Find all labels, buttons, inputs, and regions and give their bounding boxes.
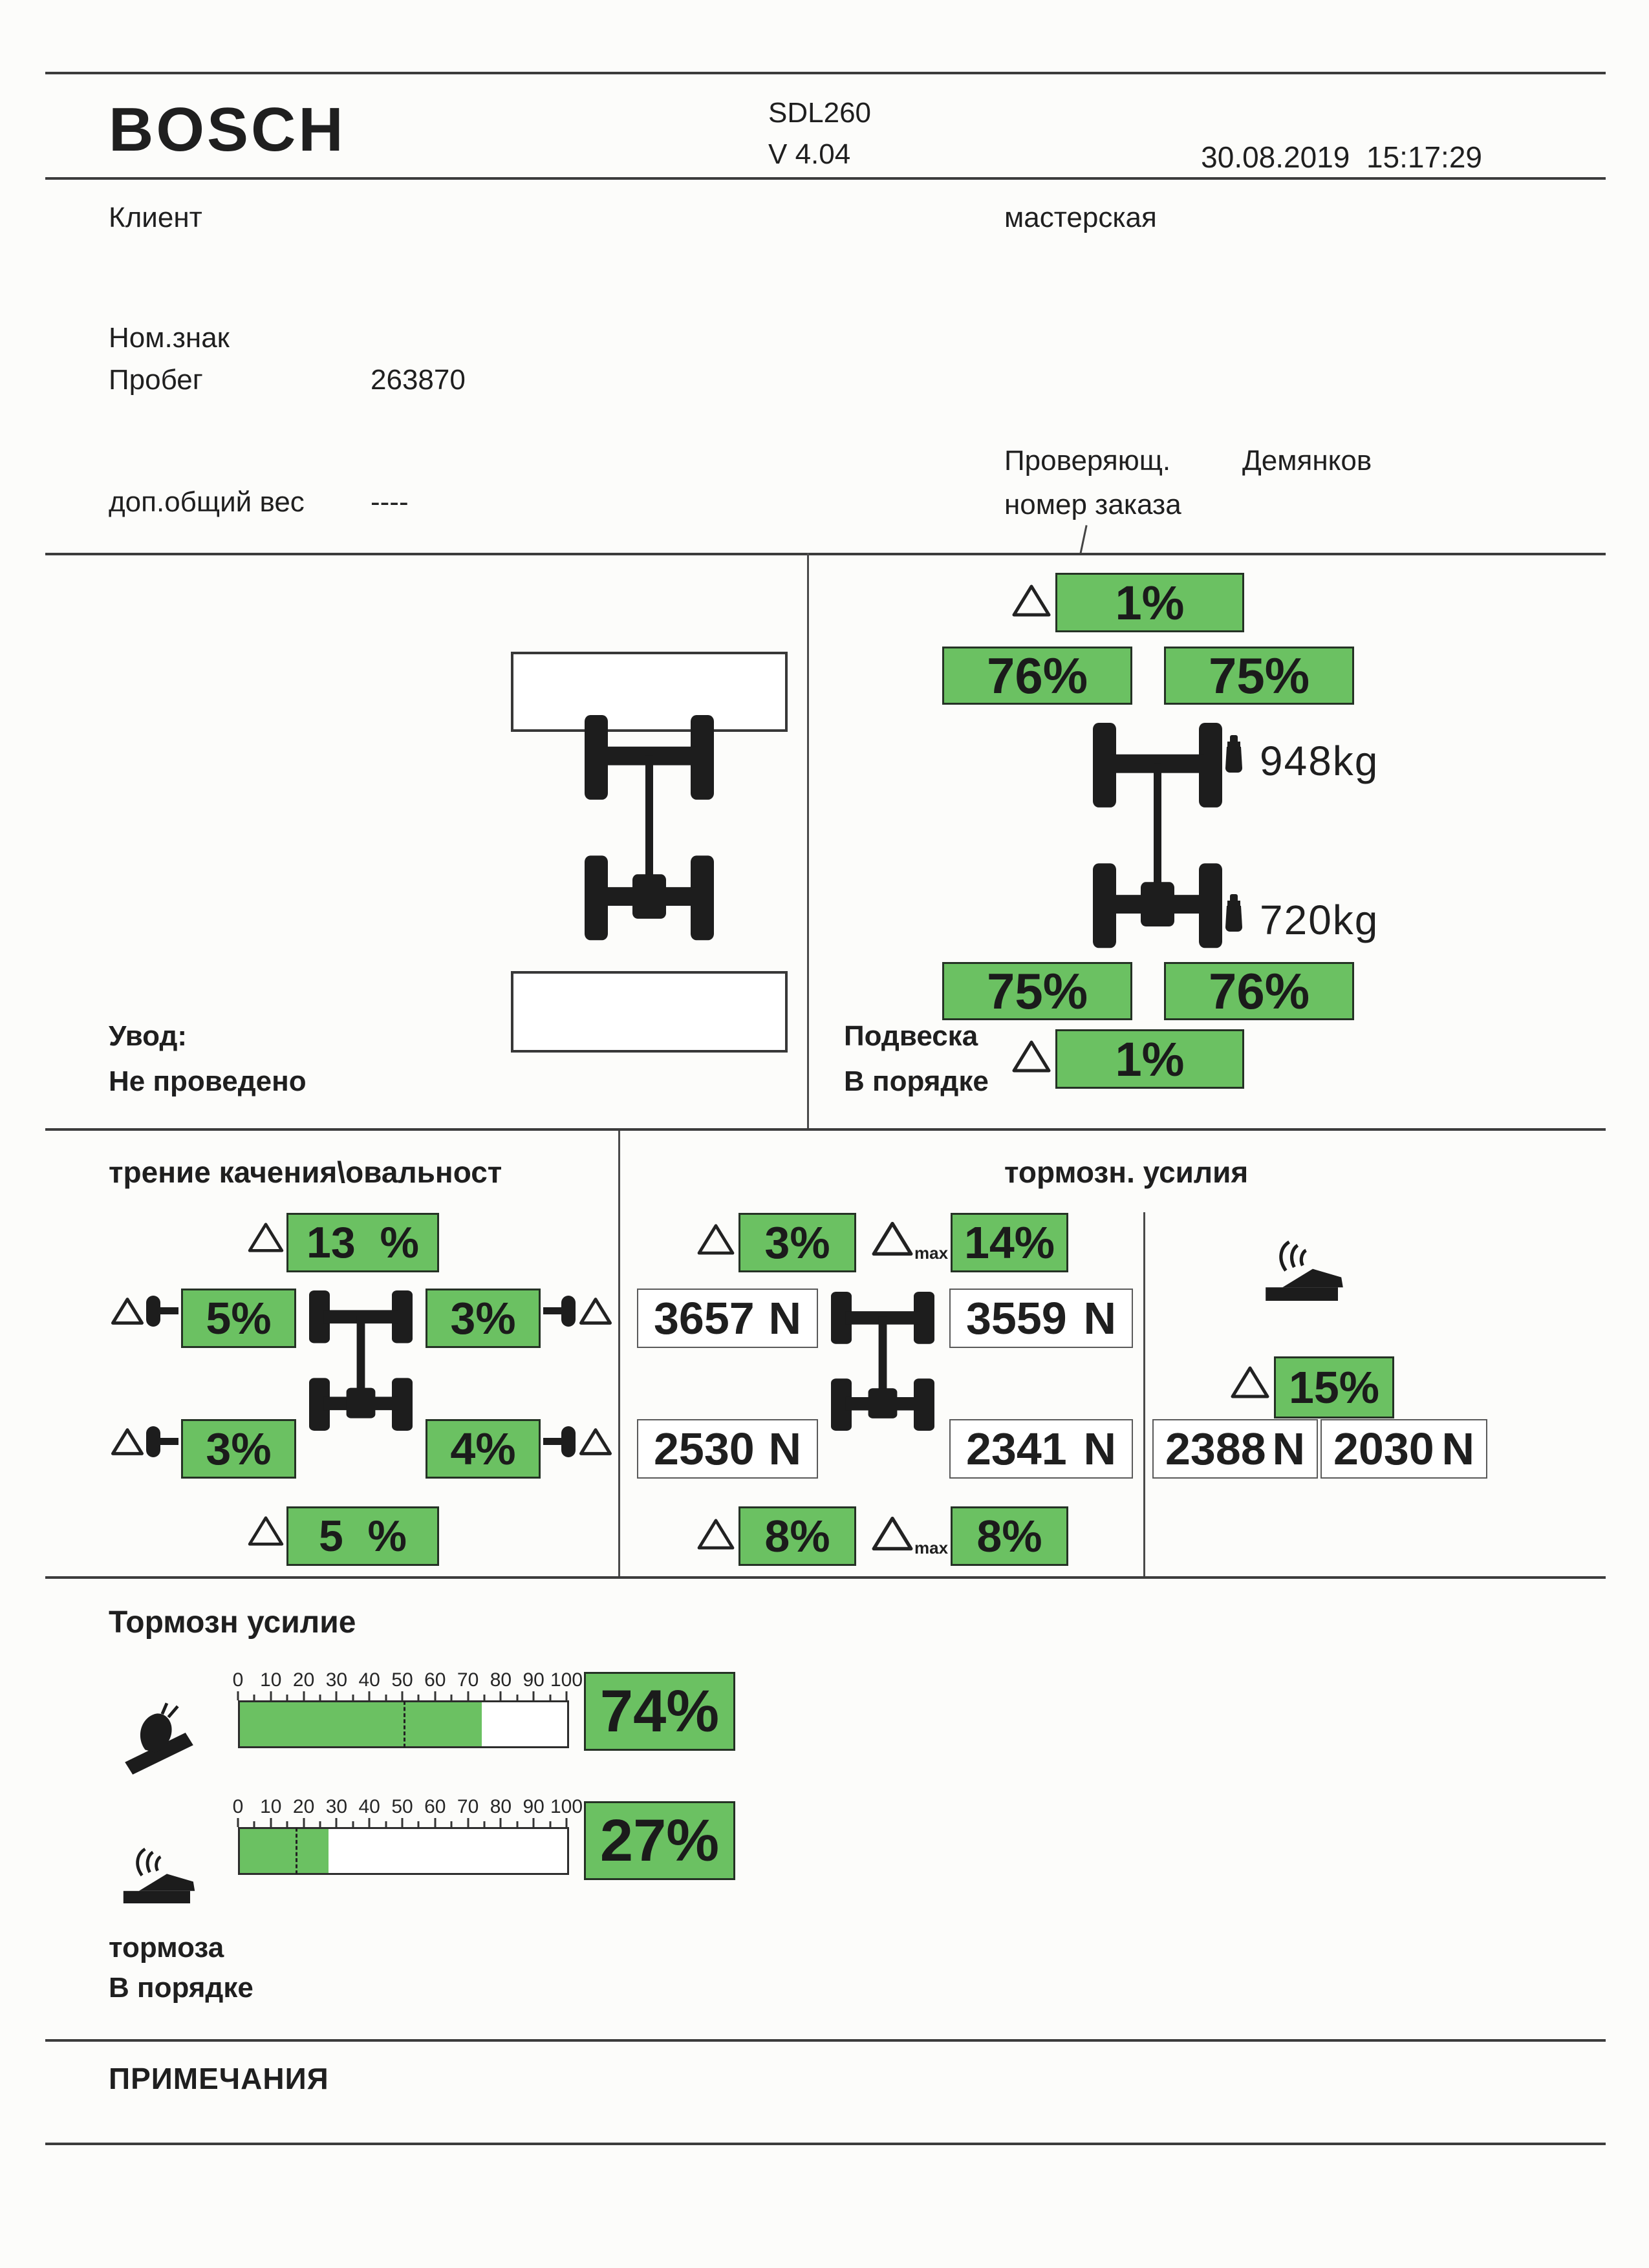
wheel-icon xyxy=(542,1293,577,1329)
brakes-label: тормоза xyxy=(109,1932,224,1963)
brake-front-imbalance: 3% xyxy=(738,1213,856,1272)
scan-mark xyxy=(1079,525,1087,554)
friction-rear-imbalance: 5 % xyxy=(286,1506,439,1566)
hand-brake-force-right xyxy=(1320,1419,1487,1479)
unit: N xyxy=(1083,1293,1116,1343)
brake-force-front-right xyxy=(949,1289,1133,1348)
suspension-rear-left: 75% xyxy=(942,962,1132,1020)
section2-bottom-rule xyxy=(45,1128,1606,1131)
weight-icon xyxy=(1224,734,1244,773)
brake-force-rear-right xyxy=(949,1419,1133,1479)
delta-icon xyxy=(1231,1365,1269,1399)
delta-max-icon xyxy=(872,1515,949,1557)
service-bar-threshold xyxy=(404,1701,405,1748)
device-model: SDL260 xyxy=(768,97,872,129)
brake-pedal-icon xyxy=(118,1702,215,1787)
hand-brake-imbalance: 15% xyxy=(1274,1356,1394,1418)
parking-bar-threshold xyxy=(296,1828,297,1874)
drift-status: Не проведено xyxy=(109,1065,307,1097)
brake-performance-title: Тормозн усилие xyxy=(109,1605,356,1640)
header-top-rule xyxy=(45,72,1606,74)
client-label: Клиент xyxy=(109,202,202,233)
friction-front-left: 5% xyxy=(181,1289,296,1348)
parking-bar-scale: 0 10 20 30 40 50 60 70 80 90 100 xyxy=(238,1796,566,1828)
wheel-icon xyxy=(145,1293,180,1329)
unit: N xyxy=(768,1424,801,1474)
brake-forces-title: тормозн. усилия xyxy=(1004,1155,1249,1189)
unit: N xyxy=(1083,1424,1116,1474)
inspector-label: Проверяющ. xyxy=(1004,445,1171,476)
brake-rear-imbalance: 8% xyxy=(738,1506,856,1566)
parking-brake-percent: 27% xyxy=(584,1801,735,1880)
workshop-value: мастерская xyxy=(1004,202,1157,233)
suspension-status: В порядке xyxy=(844,1065,989,1097)
value: 3657 xyxy=(654,1293,755,1343)
drift-rear-result-box xyxy=(511,971,788,1053)
report-datetime: 30.08.2019 15:17:29 xyxy=(1201,140,1482,174)
suspension-rear-right: 76% xyxy=(1164,962,1354,1020)
brake-force-front-left xyxy=(637,1289,818,1348)
brake-rear-imbalance-max: 8% xyxy=(951,1506,1068,1566)
parking-bar-fill xyxy=(240,1829,329,1873)
device-version: V 4.04 xyxy=(768,138,851,170)
notes-top-rule xyxy=(45,2039,1606,2042)
header-bottom-rule xyxy=(45,177,1606,180)
delta-icon xyxy=(1012,1040,1051,1073)
section3-divider-1 xyxy=(618,1131,620,1579)
suspension-front-imbalance: 1% xyxy=(1055,573,1244,632)
delta-icon xyxy=(248,1222,284,1253)
chassis-icon xyxy=(1093,723,1222,959)
inspector-value: Демянков xyxy=(1242,445,1372,476)
parking-bar xyxy=(238,1827,569,1875)
delta-icon xyxy=(697,1223,735,1256)
suspension-rear-imbalance: 1% xyxy=(1055,1029,1244,1089)
foot-pedal-icon xyxy=(1261,1225,1364,1309)
hand-brake-force-left xyxy=(1152,1419,1318,1479)
wheel-icon xyxy=(145,1424,180,1460)
drift-label: Увод: xyxy=(109,1020,188,1052)
mileage-label: Пробег xyxy=(109,364,203,396)
notes-bottom-rule xyxy=(45,2143,1606,2145)
delta-icon xyxy=(111,1297,144,1325)
unit: N xyxy=(768,1293,801,1343)
friction-rear-left: 3% xyxy=(181,1419,296,1479)
extra-weight-value: ---- xyxy=(371,486,409,518)
extra-weight-label: доп.общий вес xyxy=(109,486,305,518)
friction-front-right: 3% xyxy=(426,1289,541,1348)
delta-icon xyxy=(1012,584,1051,617)
max-label: max xyxy=(914,1243,949,1263)
suspension-label: Подвеска xyxy=(844,1020,978,1052)
delta-icon xyxy=(579,1297,612,1325)
delta-icon xyxy=(248,1515,284,1546)
delta-max-icon xyxy=(872,1221,949,1263)
friction-title: трение качения\овальност xyxy=(109,1155,502,1189)
value: 2530 xyxy=(654,1424,755,1474)
brake-front-imbalance-max: 14% xyxy=(951,1213,1068,1272)
chassis-icon xyxy=(831,1292,934,1438)
value: 2341 xyxy=(966,1424,1067,1474)
unit: N xyxy=(1272,1424,1305,1474)
parking-pedal-icon xyxy=(118,1834,215,1911)
order-label: номер заказа xyxy=(1004,489,1181,520)
service-bar-scale: 0 10 20 30 40 50 60 70 80 90 100 xyxy=(238,1669,566,1702)
suspension-front-right: 75% xyxy=(1164,647,1354,705)
value: 2388 xyxy=(1165,1424,1266,1474)
brakes-status: В порядке xyxy=(109,1972,253,2004)
brake-force-rear-left xyxy=(637,1419,818,1479)
delta-icon xyxy=(697,1518,735,1550)
wheel-icon xyxy=(542,1424,577,1460)
max-label: max xyxy=(914,1538,949,1557)
chassis-icon xyxy=(585,715,714,952)
mileage-value: 263870 xyxy=(371,364,466,396)
weight-icon xyxy=(1224,893,1244,932)
value: 3559 xyxy=(966,1293,1067,1343)
notes-title: ПРИМЕЧАНИЯ xyxy=(109,2062,329,2095)
unit: N xyxy=(1441,1424,1474,1474)
delta-icon xyxy=(111,1428,144,1456)
plate-label: Ном.знак xyxy=(109,322,230,354)
section2-divider xyxy=(807,553,809,1131)
service-bar xyxy=(238,1700,569,1748)
section3-divider-2 xyxy=(1143,1212,1145,1579)
front-axle-weight: 948kg xyxy=(1260,738,1379,784)
value: 2030 xyxy=(1333,1424,1434,1474)
rear-axle-weight: 720kg xyxy=(1260,897,1379,943)
service-brake-percent: 74% xyxy=(584,1672,735,1751)
friction-rear-right: 4% xyxy=(426,1419,541,1479)
service-bar-fill xyxy=(240,1702,482,1746)
suspension-front-left: 76% xyxy=(942,647,1132,705)
friction-front-imbalance: 13 % xyxy=(286,1213,439,1272)
brand-logo: BOSCH xyxy=(109,95,346,164)
chassis-icon xyxy=(309,1290,413,1438)
section3-bottom-rule xyxy=(45,1576,1606,1579)
info-bottom-rule xyxy=(45,553,1606,555)
delta-icon xyxy=(579,1428,612,1456)
